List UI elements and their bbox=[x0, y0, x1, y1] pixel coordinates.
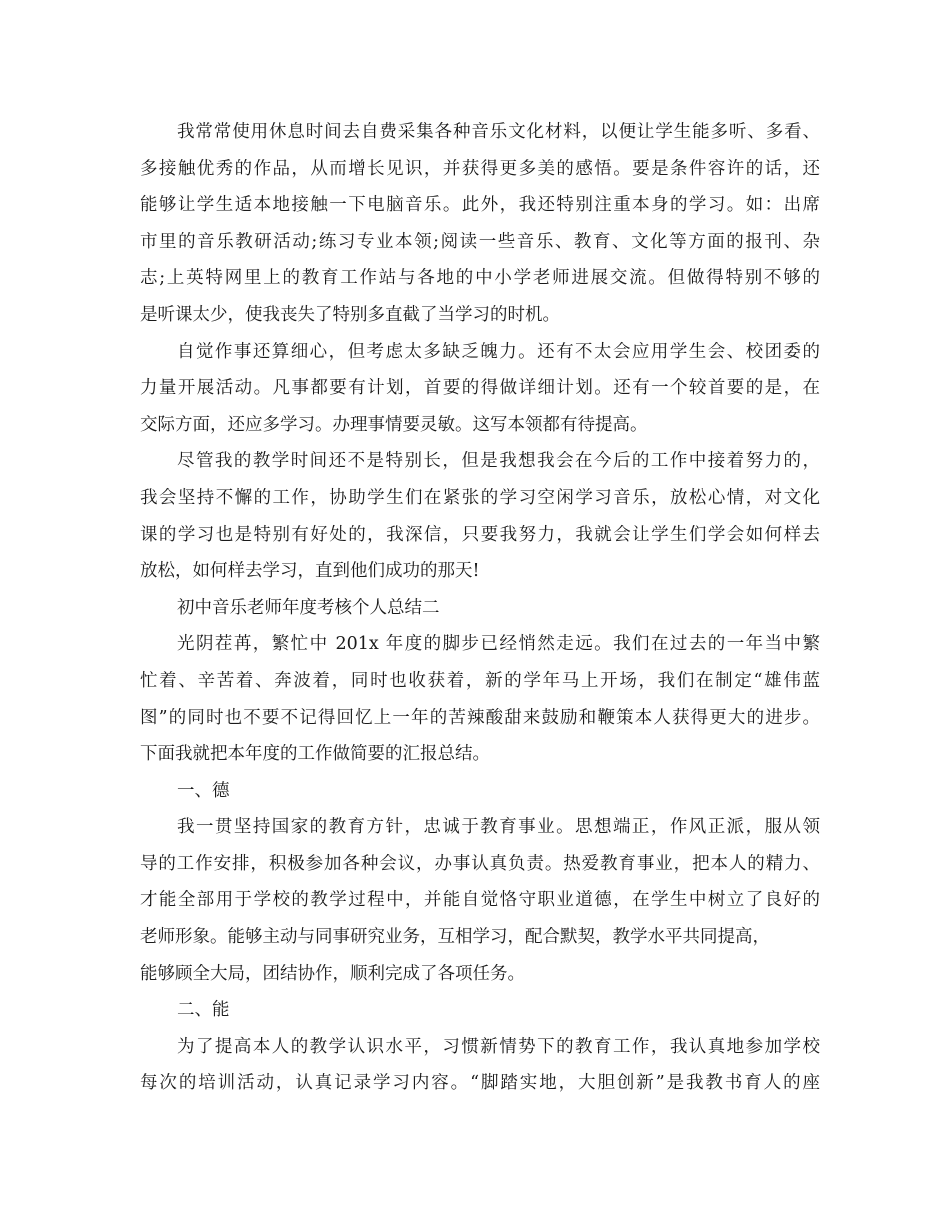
text-line: 尽管我的教学时间还不是特别长，但是我想我会在今后的工作中接着努力的， bbox=[177, 451, 820, 472]
text-line: 志;上英特网里上的教育工作站与各地的中小学老师进展交流。但做得特别不够的 bbox=[140, 268, 820, 289]
text-line: 课的学习也是特别有好处的，我深信，只要我努力，我就会让学生们学会如何样去 bbox=[140, 524, 820, 545]
text-line: 能够顾全大局，团结协作，顺利完成了各项任务。 bbox=[140, 963, 525, 984]
text-line: 图”的同时也不要不记得回忆上一年的苦辣酸甜来鼓励和鞭策本人获得更大的进步。 bbox=[140, 707, 820, 728]
text-line: 我会坚持不懈的工作，协助学生们在紧张的学习空闲学习音乐，放松心情，对文化 bbox=[140, 487, 820, 508]
text-line: 交际方面，还应多学习。办理事情要灵敏。这写本领都有待提高。 bbox=[140, 414, 648, 435]
text-line: 一、德 bbox=[177, 780, 230, 801]
text-line: 力量开展活动。凡事都要有计划，首要的得做详细计划。还有一个较首要的是，在 bbox=[140, 378, 820, 399]
text-line: 是听课太少，使我丧失了特别多直截了当学习的时机。 bbox=[140, 304, 560, 325]
text-line: 导的工作安排，积极参加各种会议，办事认真负责。热爱教育事业，把本人的精力、 bbox=[140, 853, 820, 874]
text-line: 老师形象。能够主动与同事研究业务，互相学习，配合默契，教学水平共同提高， bbox=[140, 927, 770, 948]
text-line: 自觉作事还算细心，但考虑太多缺乏魄力。还有不太会应用学生会、校团委的 bbox=[177, 341, 820, 362]
text-line: 放松，如何样去学习，直到他们成功的那天! bbox=[140, 561, 480, 582]
text-line: 我一贯坚持国家的教育方针，忠诚于教育事业。思想端正，作风正派，服从领 bbox=[177, 817, 820, 838]
document-body bbox=[140, 114, 820, 1102]
text-line: 为了提高本人的教学认识水平，习惯新情势下的教育工作，我认真地参加学校 bbox=[177, 1036, 820, 1057]
text-line: 下面我就把本年度的工作做简要的汇报总结。 bbox=[140, 744, 490, 765]
text-line: 能够让学生适本地接触一下电脑音乐。此外，我还特别注重本身的学习。如：出席 bbox=[140, 195, 820, 216]
text-line: 每次的培训活动，认真记录学习内容。“脚踏实地，大胆创新”是我教书育人的座 bbox=[140, 1073, 820, 1094]
text-line: 市里的音乐教研活动;练习专业本领;阅读一些音乐、教育、文化等方面的报刊、杂 bbox=[140, 231, 820, 252]
text-line: 忙着、辛苦着、奔波着，同时也收获着，新的学年马上开场，我们在制定“雄伟蓝 bbox=[140, 670, 820, 691]
text-line: 多接触优秀的作品，从而增长见识，并获得更多美的感悟。要是条件容许的话，还 bbox=[140, 158, 820, 179]
text-line: 二、能 bbox=[177, 1000, 230, 1021]
text-line: 我常常使用休息时间去自费采集各种音乐文化材料，以便让学生能多听、多看、 bbox=[177, 122, 820, 142]
text-line: 初中音乐老师年度考核个人总结二 bbox=[177, 597, 440, 618]
text-line: 才能全部用于学校的教学过程中，并能自觉恪守职业道德，在学生中树立了良好的 bbox=[140, 890, 820, 911]
text-line: 光阴茬苒，繁忙中 201x 年度的脚步已经悄然走远。我们在过去的一年当中繁 bbox=[177, 634, 820, 655]
